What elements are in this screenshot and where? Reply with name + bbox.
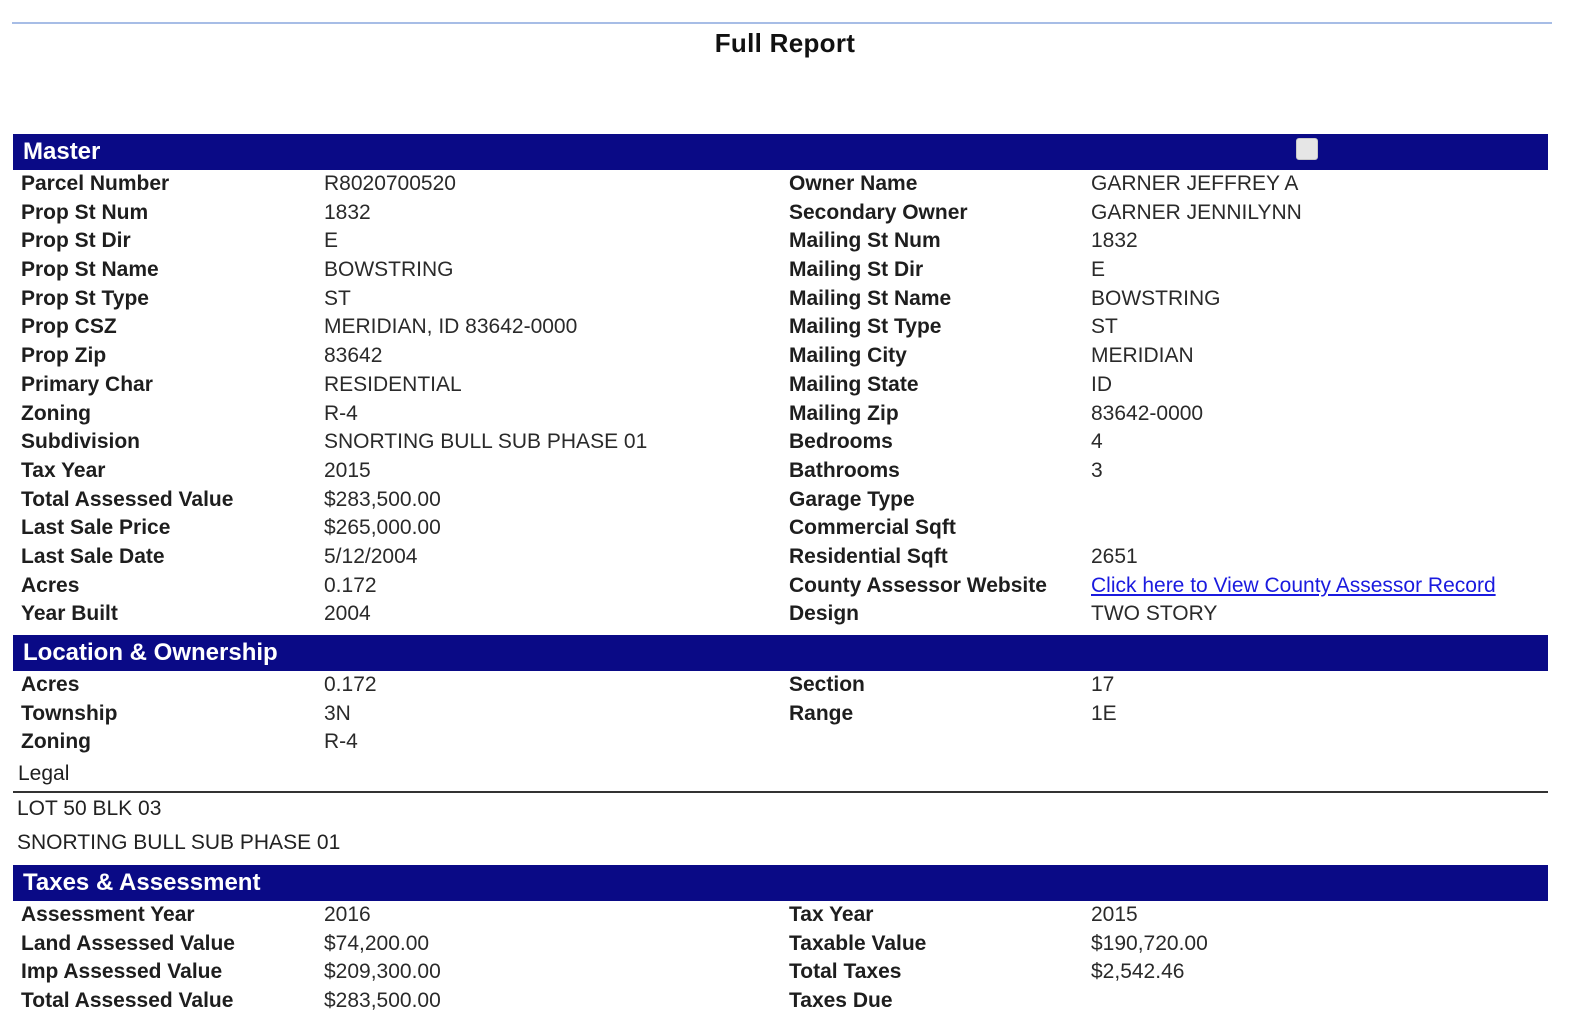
field-label: Subdivision (21, 430, 141, 454)
field-label: Mailing State (789, 372, 919, 396)
field-label: Acres (21, 673, 80, 696)
field-label: Mailing St Name (789, 286, 952, 310)
table-row (13, 514, 1548, 543)
table-row (13, 987, 1548, 1016)
table-row (13, 958, 1548, 987)
field-label: Primary Char (21, 372, 153, 396)
taxes-table (13, 901, 1548, 1013)
table-row (13, 671, 1548, 700)
page-title: Full Report (714, 28, 856, 58)
field-label: Bedrooms (789, 430, 893, 454)
table-row (13, 457, 1548, 486)
field-label: Prop St Num (21, 200, 149, 224)
field-value: 1E (1091, 701, 1117, 725)
top-divider (12, 22, 1552, 24)
table-row (13, 486, 1548, 515)
field-label: Section (789, 673, 865, 696)
table-row (13, 428, 1548, 457)
field-value: R-4 (324, 730, 358, 754)
field-value: MERIDIAN (1091, 344, 1194, 368)
section-title: Location & Ownership (23, 639, 278, 666)
field-value: TWO STORY (1091, 602, 1218, 626)
field-label: Prop Zip (21, 344, 107, 368)
field-label: Secondary Owner (789, 200, 968, 224)
county-assessor-link[interactable]: Click here to View County Assessor Record (1091, 573, 1496, 597)
field-value: GARNER JEFFREY A (1091, 172, 1299, 195)
field-value: 5/12/2004 (324, 544, 418, 568)
field-label: Total Assessed Value (21, 487, 234, 511)
field-label: Imp Assessed Value (21, 960, 223, 984)
field-value: 2004 (324, 602, 371, 626)
field-label: Prop St Type (21, 286, 149, 310)
field-value: 3 (1091, 458, 1103, 482)
field-label: Parcel Number (21, 172, 170, 195)
table-row (13, 400, 1548, 429)
field-value: 2651 (1091, 544, 1138, 568)
table-row (13, 371, 1548, 400)
field-label: Total Assessed Value (21, 989, 234, 1013)
field-value: 4 (1091, 430, 1103, 454)
field-value: $2,542.46 (1091, 960, 1185, 984)
table-row (13, 572, 1548, 601)
table-row (13, 227, 1548, 256)
field-label: Bathrooms (789, 458, 900, 482)
section-title: Taxes & Assessment (23, 869, 261, 896)
table-row (13, 901, 1548, 930)
field-value: BOWSTRING (1091, 286, 1221, 310)
field-value: 2015 (1091, 903, 1138, 926)
table-row (13, 728, 1548, 757)
field-value: 83642 (324, 344, 383, 368)
field-label: Zoning (21, 730, 91, 754)
table-row (13, 600, 1548, 629)
field-value: BOWSTRING (324, 258, 454, 282)
field-value: $74,200.00 (324, 931, 430, 955)
field-value: 17 (1091, 673, 1115, 696)
section-title: Master (23, 138, 101, 165)
field-value: 0.172 (324, 573, 377, 597)
field-value: 83642-0000 (1091, 401, 1204, 425)
field-value: 1832 (324, 200, 371, 224)
legal-description-line: SNORTING BULL SUB PHASE 01 (17, 831, 341, 854)
location-table (13, 671, 1548, 757)
field-label: Mailing St Num (789, 229, 941, 253)
field-label: Total Taxes (789, 960, 902, 984)
field-label: Owner Name (789, 172, 918, 195)
field-label: Prop St Dir (21, 229, 131, 253)
field-label: Taxes Due (789, 989, 893, 1013)
field-label: Acres (21, 573, 80, 597)
field-label: Taxable Value (789, 931, 927, 955)
field-value: ID (1091, 372, 1112, 396)
field-value: 1832 (1091, 229, 1138, 253)
legal-divider (13, 791, 1548, 793)
section-header-taxes (13, 865, 1548, 901)
field-value: $209,300.00 (324, 960, 441, 984)
field-value: ST (1091, 315, 1118, 339)
field-label: Commercial Sqft (789, 516, 956, 540)
field-label: Prop St Name (21, 258, 159, 282)
field-value: ST (324, 286, 351, 310)
field-label: County Assessor Website (789, 573, 1047, 597)
field-label: Tax Year (21, 458, 106, 482)
field-label: Assessment Year (21, 903, 195, 926)
field-value: E (1091, 258, 1106, 282)
field-value: 0.172 (324, 673, 377, 696)
field-value: 2015 (324, 458, 371, 482)
field-value: SNORTING BULL SUB PHASE 01 (324, 430, 648, 454)
table-row (13, 170, 1548, 199)
field-value: $190,720.00 (1091, 931, 1208, 955)
table-row (13, 342, 1548, 371)
field-label: Garage Type (789, 487, 915, 511)
table-row (13, 543, 1548, 572)
field-label: Year Built (21, 602, 118, 626)
field-value: R-4 (324, 401, 358, 425)
field-label: Mailing St Dir (789, 258, 924, 282)
section-header-location (13, 635, 1548, 671)
field-value: GARNER JENNILYNN (1091, 200, 1302, 224)
field-value: E (324, 229, 339, 253)
table-row (13, 700, 1548, 729)
field-label: Township (21, 701, 118, 725)
table-row (13, 285, 1548, 314)
table-row (13, 199, 1548, 228)
table-row (13, 930, 1548, 959)
field-value: MERIDIAN, ID 83642-0000 (324, 315, 578, 339)
section-header-master (13, 134, 1548, 170)
field-label: Tax Year (789, 903, 874, 926)
field-label: Design (789, 602, 860, 626)
field-label: Residential Sqft (789, 544, 948, 568)
field-label: Mailing St Type (789, 315, 942, 339)
field-label: Mailing City (789, 344, 907, 368)
field-label: Prop CSZ (21, 315, 117, 339)
legal-description-line: LOT 50 BLK 03 (17, 797, 162, 820)
field-value: 3N (324, 701, 351, 725)
field-label: Range (789, 701, 854, 725)
table-row (13, 313, 1548, 342)
field-label: Land Assessed Value (21, 931, 235, 955)
field-value: $283,500.00 (324, 989, 441, 1013)
field-label: Last Sale Date (21, 544, 165, 568)
master-table (13, 170, 1548, 629)
legal-label: Legal (18, 762, 70, 785)
table-row (13, 256, 1548, 285)
field-value: $265,000.00 (324, 516, 441, 540)
field-value: R8020700520 (324, 172, 456, 195)
field-value: RESIDENTIAL (324, 372, 462, 396)
field-value: 2016 (324, 903, 371, 926)
field-label: Zoning (21, 401, 91, 425)
field-label: Last Sale Price (21, 516, 171, 540)
collapse-toggle-icon[interactable] (1296, 138, 1318, 160)
field-value: $283,500.00 (324, 487, 441, 511)
field-label: Mailing Zip (789, 401, 899, 425)
